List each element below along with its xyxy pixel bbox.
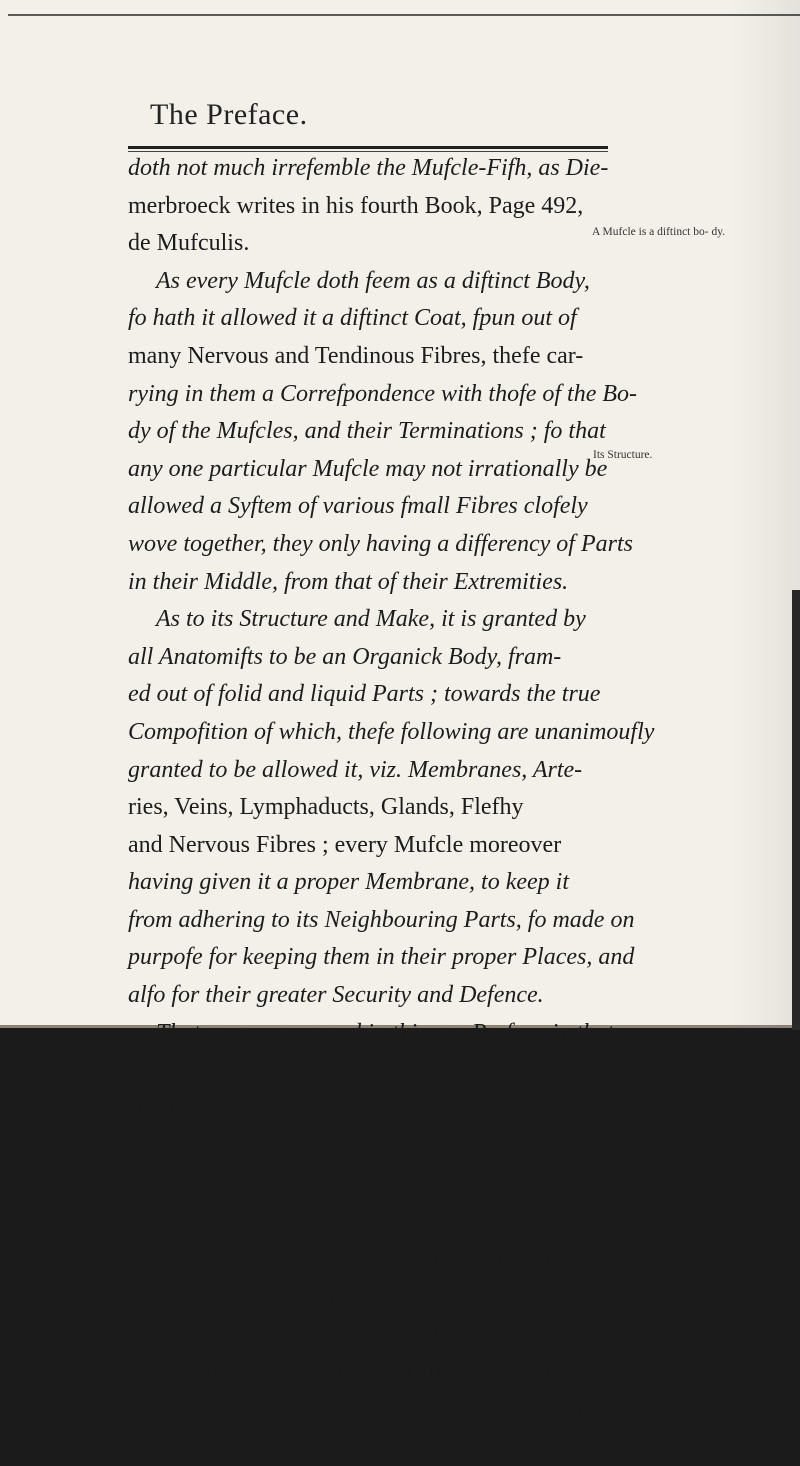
text-line: wove together, they only having a differency of Parts — [128, 530, 633, 557]
signature-line — [128, 1428, 583, 1466]
text-line: As every Mufcle doth feem as a diftinct Body, — [156, 267, 590, 294]
binding-shadow — [792, 590, 800, 1030]
text-line: with, do firft prefent themfelves to our view, the one — [128, 1282, 622, 1309]
running-head: The Preface. — [150, 98, 308, 131]
text-line: to the Mufcles themfelves ; and here we fhall find, — [128, 1170, 607, 1197]
text-line: in their Middle, from that of their Extremities. — [128, 568, 569, 595]
page-top-edge — [8, 14, 800, 16]
margin-note-muscle: A Mufcle is a diftinct bo- dy. — [592, 226, 726, 238]
text-line: purpofe for keeping them in their proper Places, and — [128, 944, 635, 971]
text-line: are firft to Confider the Outward Parts of the Bo- — [128, 1094, 602, 1121]
text-line: all Anatomifts to be an Organick Body, fram- — [128, 643, 562, 670]
text-line: having given it a proper Membrane, to keep it — [128, 869, 569, 896]
signature-mark: [ c 2 ] — [321, 1433, 379, 1460]
text-line: dy, that we may with more Eafe make a clearer way — [128, 1132, 623, 1159]
text-line: any one particular Mufcle may not irrationally be — [128, 455, 608, 482]
text-line: allowed a Syftem of various fmall Fibres clofely — [128, 493, 588, 520]
text-line: from its Fatty Subftance, which indeed is no otherwife — [128, 1395, 647, 1422]
text-line: dy of the Mufcles, and their Terminations ; fo that — [128, 418, 606, 445]
text-line: alfo for their greater Security and Defence. — [128, 982, 544, 1009]
text-line: ful Coverings which Nature hath Cloathed the Body — [128, 1245, 627, 1272]
margin-note-structure: Its Structure. — [593, 449, 653, 461]
text-line: many Nervous and Tendinous Fibres, thefe car- — [128, 342, 584, 369]
text-line: de Mufculis. — [128, 230, 250, 257]
text-line: doth not much irrefemble the Mufcle-Fifh, as Die- — [128, 155, 609, 181]
text-line: upon tracing the Parts aright, That our two firft ufe- — [128, 1207, 631, 1234]
text-line: granted to be allowed it, viz. Membranes, Arte- — [128, 756, 583, 783]
text-line: Method Nature at the firft framed the Parts, we — [128, 1057, 582, 1084]
text-line: fo hath it allowed it a diftinct Coat, fpun out of — [128, 305, 577, 332]
catchword: than — [534, 1433, 577, 1460]
text-line: Membrana Carnofa ; the firft taking its Name — [128, 1358, 565, 1384]
text-line: and Nervous Fibres ; every Mufcle moreover — [128, 831, 562, 858]
text-line: That we may proceed in this our Preface in that — [156, 1019, 614, 1046]
text-line: commonly call'd Membrana Adipofa, and the other — [128, 1320, 619, 1347]
text-line: As to its Structure and Make, it is granted by — [156, 606, 586, 633]
text-line: from adhering to its Neighbouring Parts, fo made on — [128, 906, 635, 933]
header-rule — [128, 146, 608, 149]
text-line: merbroeck writes in his fourth Book, Page 492, — [128, 192, 584, 219]
text-line: rying in them a Correfpondence with thofe of the Bo- — [128, 380, 638, 407]
body-text — [128, 150, 655, 1466]
text-line: ries, Veins, Lymphaducts, Glands, Flefhy — [128, 794, 524, 821]
text-line: Compofition of which, thefe following are unanimoufly — [128, 718, 655, 745]
text-line: ed out of folid and liquid Parts ; towards the true — [128, 681, 601, 708]
